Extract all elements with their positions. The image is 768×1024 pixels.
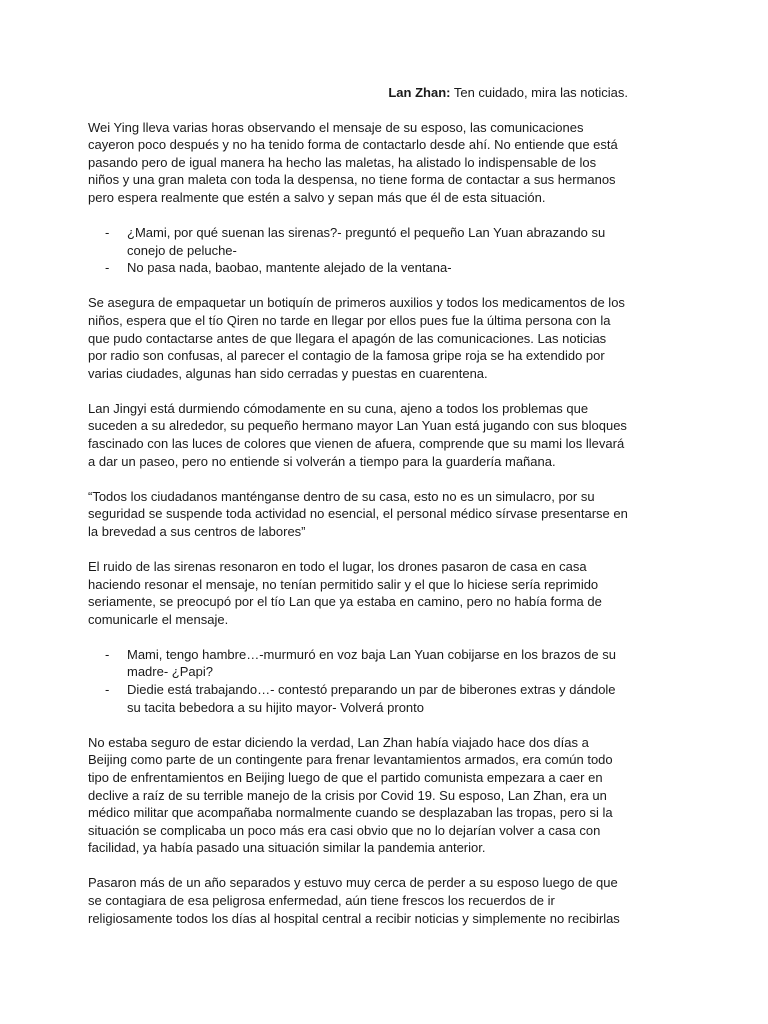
broadcast-quote: “Todos los ciudadanos manténganse dentro de su casa, esto no es un simulacro, por su seguridad se suspende toda actividad no esencial, el personal médico sírvase presentarse en la brevedad a sus centros de labores”: [88, 488, 628, 539]
dialogue-item: [88, 681, 628, 716]
dialogue-text: Mami, tengo hambre…-murmuró en voz baja Lan Yuan cobijarse en los brazos de su madre- ¿Papi?: [127, 646, 616, 680]
dialogue-list-2: [88, 646, 628, 716]
dialogue-item: [88, 646, 628, 681]
speaker-name: Lan Zhan:: [388, 85, 451, 100]
paragraph-7: Pasaron más de un año separados y estuvo muy cerca de perder a su esposo luego de que se contagiara de esa peligrosa enfermedad, aún tiene frescos los recuerdos de ir religiosamente todos los días al hospital central a recibir noticias y simplemente no recibirlas: [88, 875, 620, 926]
dialogue-list-1: [88, 224, 628, 277]
paragraph-1: Wei Ying lleva varias horas observando el mensaje de su esposo, las comunicaciones cayeron poco después y no ha tenido forma de contactarlo desde ahí. No entiende que está pasando pero de igual manera ha hecho las maletas, ha alistado lo indispensable de los niños y una gran maleta con toda la despensa, no tiene forma de contactar a sus hermanos pero espera realmente que estén a salvo y sepan más que él de esta situación.: [88, 119, 618, 205]
dialogue-item: [88, 259, 628, 277]
dash-bullet: -: [105, 260, 110, 276]
header-text: Ten cuidado, mira las noticias.: [450, 85, 628, 100]
dialogue-text: Diedie está trabajando…- contestó preparando un par de biberones extras y dándole su tacita bebedora a su hijito mayor- Volverá pronto: [127, 682, 616, 715]
dash-bullet: -: [105, 225, 110, 241]
dash-bullet: -: [105, 682, 110, 698]
dialogue-item: [88, 224, 628, 259]
paragraph-2: Se asegura de empaquetar un botiquín de primeros auxilios y todos los medicamentos de los niños, espera que el tío Qiren no tarde en llegar por ellos pues fue la última persona con la que pudo contactarse antes de que llegara el apagón de las comunicaciones. Las noticias por radio son confusas, al parecer el contagio de la famosa gripe roja se ha extendido por varias ciudades, algunas han sido cerradas y puestas en cuarentena.: [88, 295, 625, 381]
paragraph-5: El ruido de las sirenas resonaron en todo el lugar, los drones pasaron de casa en casa haciendo resonar el mensaje, no tenían permitido salir y el que lo hiciese sería reprimido seriamente, se preocupó por el tío Lan que ya estaba en camino, pero no había forma de comunicarle el mensaje.: [88, 558, 602, 627]
dialogue-text: ¿Mami, por qué suenan las sirenas?- preguntó el pequeño Lan Yuan abrazando su conejo de peluche-: [127, 225, 606, 258]
dash-bullet: -: [105, 646, 110, 662]
paragraph-6: No estaba seguro de estar diciendo la verdad, Lan Zhan había viajado hace dos días a Beijing como parte de un contingente para frenar levantamientos armados, era común todo tipo de enfrentamientos en Beijing luego de que el partido comunista empezara a caer en declive a raíz de su terrible manejo de la crisis por Covid 19. Su esposo, Lan Zhan, era un médico militar que acompañaba normalmente cuando se desplazaban las tropas, pero si la situación se complicaba un poco más era casi obvio que no lo dejarían volver a casa con facilidad, ya había pasado una situación similar la pandemia anterior.: [88, 734, 613, 856]
paragraph-3: Lan Jingyi está durmiendo cómodamente en su cuna, ajeno a todos los problemas que suceden a su alrededor, su pequeño hermano mayor Lan Yuan está jugando con sus bloques fascinado con las luces de colores que vienen de afuera, comprende que su mami los llevará a dar un paseo, pero no entiende si volverán a tiempo para la guardería mañana.: [88, 400, 627, 469]
header-line: [88, 84, 628, 102]
document-page: [88, 84, 628, 945]
dialogue-text: No pasa nada, baobao, mantente alejado de la ventana-: [127, 260, 452, 276]
